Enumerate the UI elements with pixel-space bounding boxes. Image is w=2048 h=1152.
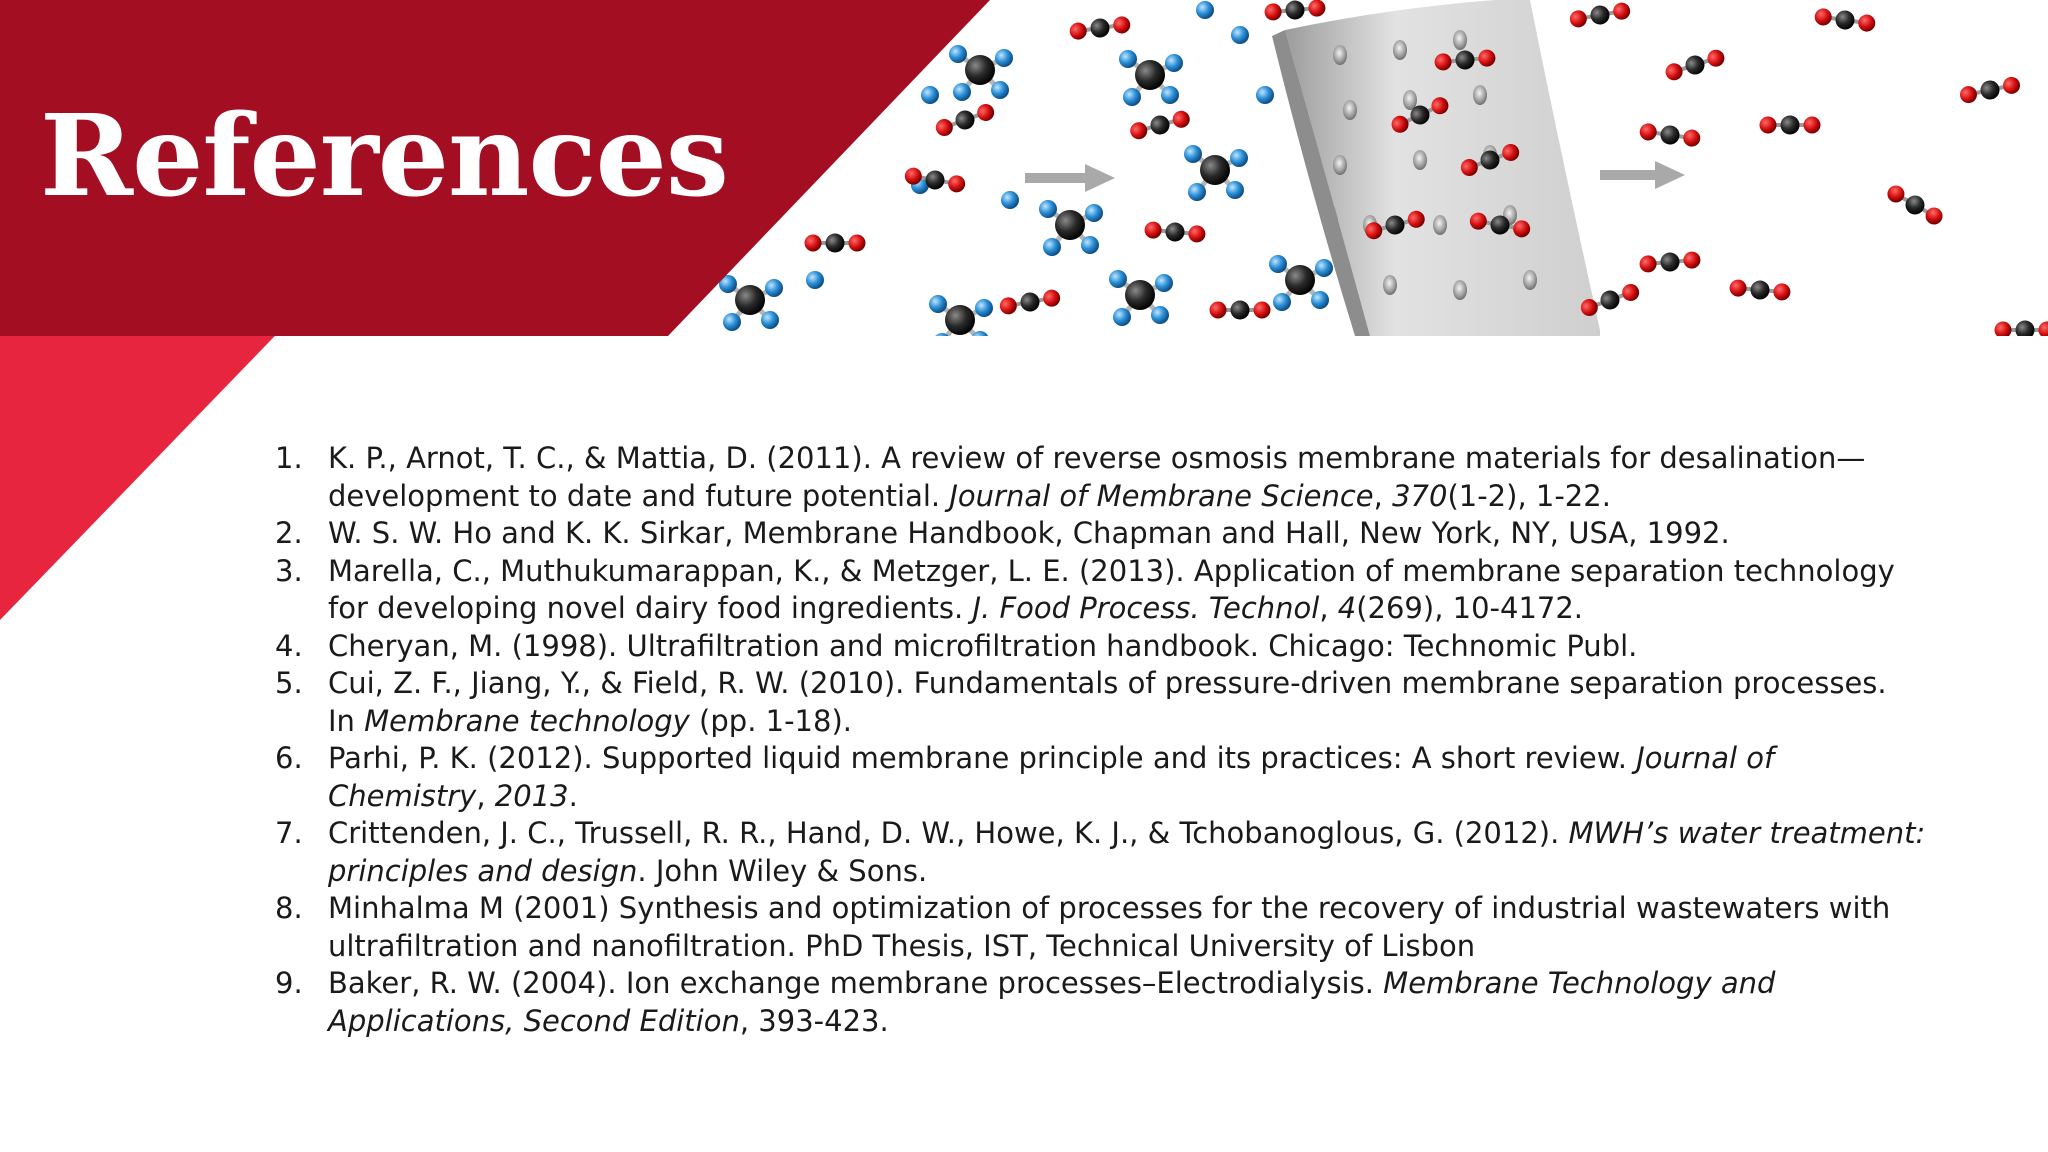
reference-text: In [328, 703, 365, 738]
reference-number: 1. [275, 441, 303, 475]
reference-text: Crittenden, J. C., Trussell, R. R., Hand, D. W., Howe, K. J., & Tchobanoglous, G. (2012). [328, 816, 1569, 850]
reference-number: 4. [275, 628, 303, 663]
reference-item [275, 890, 2015, 965]
reference-text: , [1373, 478, 1393, 513]
reference-italic-text: Applications, Second Edition [328, 1003, 740, 1038]
reference-line [328, 665, 2015, 703]
reference-line [328, 515, 2015, 553]
reference-item [275, 740, 2015, 815]
reference-text: Marella, C., Muthukumarappan, K., & Metzger, L. E. (2013). Application of membrane separation technology [328, 553, 1895, 588]
reference-item [275, 628, 2015, 666]
reference-line [328, 628, 2015, 666]
reference-number: 2. [275, 516, 303, 550]
reference-text: Baker, R. W. (2004). Ion exchange membrane processes–Electrodialysis. [328, 966, 1384, 1000]
reference-italic-text: Membrane Technology and [1383, 966, 1776, 1000]
reference-text: (pp. 1-18). [689, 703, 852, 738]
page-title: References [40, 91, 728, 222]
reference-italic-text: Chemistry [328, 778, 477, 813]
reference-item [275, 515, 2015, 553]
reference-item [275, 665, 2015, 740]
reference-text: (1-2), 1-22. [1447, 478, 1611, 513]
reference-text: Minhalma M (2001) Synthesis and optimization of processes for the recovery of industrial wastewaters with [328, 891, 1891, 925]
reference-number: 9. [275, 966, 303, 1000]
reference-line [328, 815, 2015, 853]
reference-line [328, 740, 2015, 778]
reference-text: , 393-423. [739, 1003, 889, 1038]
reference-line [328, 778, 2015, 816]
reference-line [328, 478, 2015, 516]
reference-text: . John Wiley & Sons. [637, 853, 928, 888]
reference-line [328, 965, 2015, 1003]
reference-italic-text: Journal of [1636, 741, 1775, 775]
reference-italic-text: Journal of Membrane Science [949, 478, 1374, 513]
reference-line [328, 590, 2015, 628]
reference-text: , [1319, 591, 1338, 625]
reference-item [275, 553, 2015, 628]
reference-text: Parhi, P. K. (2012). Supported liquid membrane principle and its practices: A short review. [328, 741, 1637, 775]
reference-number: 5. [275, 666, 303, 700]
reference-italic-text: 4 [1337, 591, 1357, 625]
reference-item [275, 965, 2015, 1040]
reference-italic-text: J. Food Process. Technol [972, 591, 1320, 625]
reference-item [275, 440, 2015, 515]
reference-text: (269), 10-4172. [1356, 591, 1584, 625]
reference-text: for developing novel dairy food ingredients. [328, 591, 973, 625]
reference-italic-text: MWH’s water treatment: [1568, 816, 1926, 850]
reference-text: ultrafiltration and nanofiltration. PhD Thesis, IST, Technical University of Lisbon [328, 928, 1476, 963]
reference-number: 7. [275, 816, 303, 850]
reference-line [328, 890, 2015, 928]
reference-line [328, 853, 2015, 891]
reference-line [328, 440, 2015, 478]
reference-italic-text: principles and design [328, 853, 638, 888]
reference-item [275, 815, 2015, 890]
reference-text: development to date and future potential. [328, 478, 950, 513]
reference-text: W. S. W. Ho and K. K. Sirkar, Membrane Handbook, Chapman and Hall, New York, NY, USA, 1992. [328, 516, 1730, 550]
reference-text: . [568, 778, 578, 813]
reference-line [328, 928, 2015, 966]
reference-line [328, 1003, 2015, 1041]
reference-number: 8. [275, 891, 303, 925]
reference-text: Cui, Z. F., Jiang, Y., & Field, R. W. (2010). Fundamentals of pressure-driven membrane separation processes. [328, 666, 1887, 700]
reference-italic-text: 2013 [494, 778, 569, 813]
reference-list [275, 440, 2015, 1040]
reference-line [328, 553, 2015, 591]
reference-text: , [476, 778, 495, 813]
reference-text: K. P., Arnot, T. C., & Mattia, D. (2011). A review of reverse osmosis membrane materials for desalination— [328, 441, 1866, 475]
reference-number: 3. [275, 553, 303, 588]
reference-italic-text: 370 [1392, 478, 1448, 513]
reference-number: 6. [275, 741, 303, 775]
reference-line [328, 703, 2015, 741]
reference-italic-text: Membrane technology [364, 703, 690, 738]
reference-text: Cheryan, M. (1998). Ultrafiltration and microfiltration handbook. Chicago: Technomic Publ. [328, 628, 1638, 663]
